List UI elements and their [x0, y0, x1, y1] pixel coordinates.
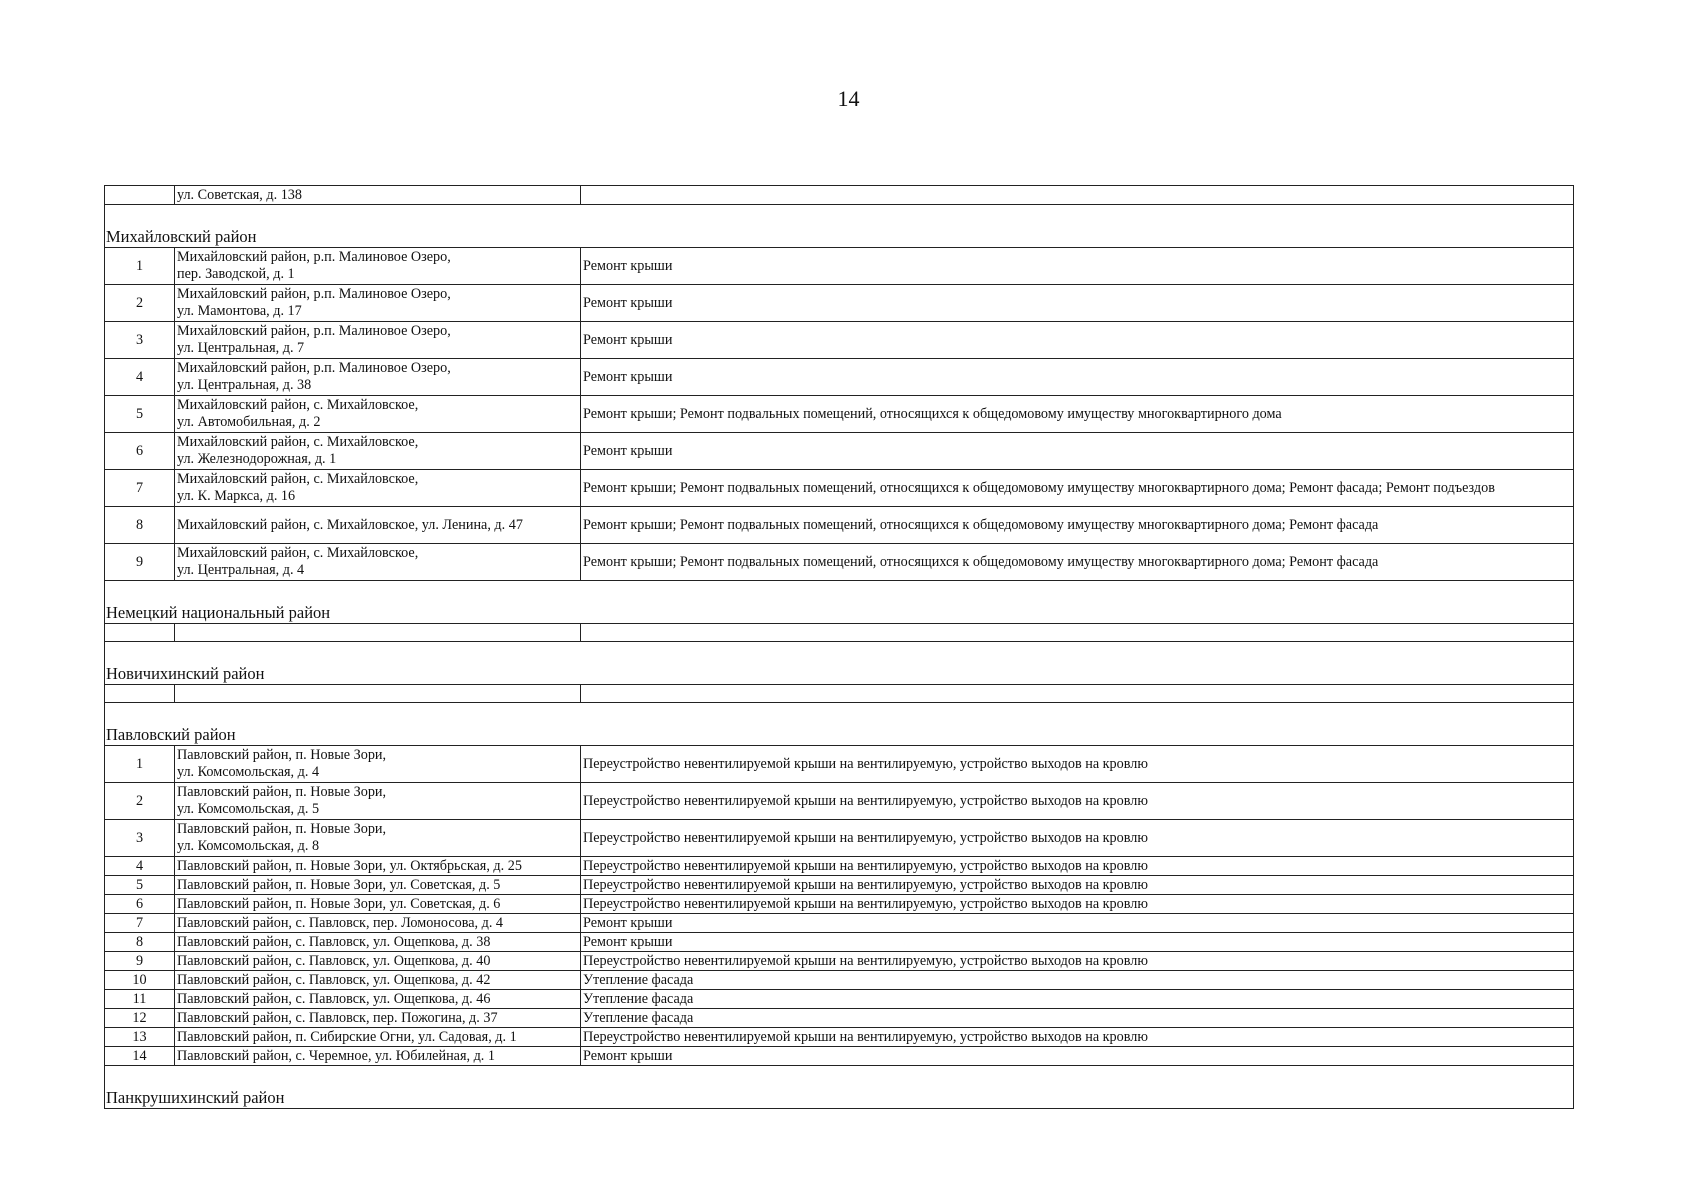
- row-work: Ремонт крыши; Ремонт подвальных помещений, относящихся к общедомовому имуществу многоквартирного дома; Ремонт фасада; Ремонт подъездов: [581, 470, 1574, 507]
- row-address: Михайловский район, с. Михайловское, ул. Автомобильная, д. 2: [175, 396, 581, 433]
- row-address: Павловский район, с. Черемное, ул. Юбилейная, д. 1: [175, 1047, 581, 1066]
- row-address: Павловский район, с. Павловск, ул. Ощепкова, д. 46: [175, 990, 581, 1009]
- row-number: 1: [105, 746, 175, 783]
- table-row: [105, 952, 1574, 971]
- row-address: Павловский район, п. Новые Зори, ул. Октябрьская, д. 25: [175, 857, 581, 876]
- district-name: Павловский район: [105, 703, 1574, 746]
- row-work: Ремонт крыши: [581, 359, 1574, 396]
- district-name: Панкрушихинский район: [105, 1066, 1574, 1109]
- table-row: [105, 1047, 1574, 1066]
- row-number: 7: [105, 914, 175, 933]
- table-row: [105, 895, 1574, 914]
- table-row: [105, 322, 1574, 359]
- table-row: [105, 248, 1574, 285]
- district-name: Михайловский район: [105, 205, 1574, 248]
- row-address: Михайловский район, с. Михайловское, ул. Ленина, д. 47: [175, 507, 581, 544]
- row-work: Переустройство невентилируемой крыши на вентилируемую, устройство выходов на кровлю: [581, 1028, 1574, 1047]
- district-header: [105, 703, 1574, 746]
- row-address: Павловский район, с. Павловск, ул. Ощепкова, д. 40: [175, 952, 581, 971]
- row-work: [581, 685, 1574, 703]
- row-work: Переустройство невентилируемой крыши на вентилируемую, устройство выходов на кровлю: [581, 746, 1574, 783]
- row-number: 8: [105, 507, 175, 544]
- table-row: [105, 971, 1574, 990]
- repair-program-table: [104, 185, 1574, 1109]
- table-row: [105, 186, 1574, 205]
- row-address: Михайловский район, р.п. Малиновое Озеро, пер. Заводской, д. 1: [175, 248, 581, 285]
- district-header: [105, 581, 1574, 624]
- row-number: 14: [105, 1047, 175, 1066]
- row-address: Павловский район, п. Новые Зори, ул. Комсомольская, д. 4: [175, 746, 581, 783]
- row-address: Михайловский район, с. Михайловское, ул. Центральная, д. 4: [175, 544, 581, 581]
- row-number: [105, 685, 175, 703]
- row-address: ул. Советская, д. 138: [175, 186, 581, 205]
- district-header: [105, 642, 1574, 685]
- row-number: 12: [105, 1009, 175, 1028]
- row-number: 1: [105, 248, 175, 285]
- district-name: Новичихинский район: [105, 642, 1574, 685]
- row-address: [175, 685, 581, 703]
- district-name: Немецкий национальный район: [105, 581, 1574, 624]
- row-work: Ремонт крыши: [581, 433, 1574, 470]
- table-row: [105, 1009, 1574, 1028]
- row-number: 3: [105, 820, 175, 857]
- row-work: Ремонт крыши; Ремонт подвальных помещений, относящихся к общедомовому имуществу многоквартирного дома: [581, 396, 1574, 433]
- table-row: [105, 433, 1574, 470]
- row-address: Павловский район, с. Павловск, ул. Ощепкова, д. 42: [175, 971, 581, 990]
- row-work: Ремонт крыши: [581, 285, 1574, 322]
- table-row: [105, 396, 1574, 433]
- row-number: 5: [105, 396, 175, 433]
- row-work: Переустройство невентилируемой крыши на вентилируемую, устройство выходов на кровлю: [581, 952, 1574, 971]
- row-number: 11: [105, 990, 175, 1009]
- row-work: Утепление фасада: [581, 971, 1574, 990]
- table-row: [105, 1028, 1574, 1047]
- row-address: Михайловский район, с. Михайловское, ул. Железнодорожная, д. 1: [175, 433, 581, 470]
- row-number: 4: [105, 359, 175, 396]
- row-address: Михайловский район, с. Михайловское, ул. К. Маркса, д. 16: [175, 470, 581, 507]
- district-header: [105, 1066, 1574, 1109]
- table-row: [105, 857, 1574, 876]
- row-address: Михайловский район, р.п. Малиновое Озеро, ул. Центральная, д. 38: [175, 359, 581, 396]
- row-work: Ремонт крыши: [581, 322, 1574, 359]
- row-address: [175, 624, 581, 642]
- table-row: [105, 914, 1574, 933]
- row-number: 8: [105, 933, 175, 952]
- row-number: 10: [105, 971, 175, 990]
- row-work: Утепление фасада: [581, 1009, 1574, 1028]
- table-row: [105, 685, 1574, 703]
- row-work: Ремонт крыши; Ремонт подвальных помещений, относящихся к общедомовому имуществу многоквартирного дома; Ремонт фасада: [581, 544, 1574, 581]
- table-row: [105, 624, 1574, 642]
- page-number: 14: [837, 86, 860, 111]
- row-work: Переустройство невентилируемой крыши на вентилируемую, устройство выходов на кровлю: [581, 876, 1574, 895]
- row-number: 6: [105, 433, 175, 470]
- table-row: [105, 359, 1574, 396]
- table-row: [105, 933, 1574, 952]
- table-row: [105, 544, 1574, 581]
- table-row: [105, 876, 1574, 895]
- row-address: Михайловский район, р.п. Малиновое Озеро, ул. Центральная, д. 7: [175, 322, 581, 359]
- row-number: [105, 624, 175, 642]
- row-number: 5: [105, 876, 175, 895]
- row-work: Ремонт крыши: [581, 248, 1574, 285]
- row-work: Переустройство невентилируемой крыши на вентилируемую, устройство выходов на кровлю: [581, 820, 1574, 857]
- table-row: [105, 746, 1574, 783]
- row-number: 13: [105, 1028, 175, 1047]
- row-address: Павловский район, п. Новые Зори, ул. Советская, д. 5: [175, 876, 581, 895]
- row-address: Павловский район, с. Павловск, пер. Пожогина, д. 37: [175, 1009, 581, 1028]
- row-address: Павловский район, п. Новые Зори, ул. Комсомольская, д. 8: [175, 820, 581, 857]
- table-row: [105, 470, 1574, 507]
- row-number: 9: [105, 544, 175, 581]
- row-number: 4: [105, 857, 175, 876]
- row-work: Переустройство невентилируемой крыши на вентилируемую, устройство выходов на кровлю: [581, 895, 1574, 914]
- row-work: Ремонт крыши; Ремонт подвальных помещений, относящихся к общедомовому имуществу многоквартирного дома; Ремонт фасада: [581, 507, 1574, 544]
- row-work: Переустройство невентилируемой крыши на вентилируемую, устройство выходов на кровлю: [581, 783, 1574, 820]
- table-row: [105, 285, 1574, 322]
- table-row: [105, 507, 1574, 544]
- row-address: Павловский район, п. Сибирские Огни, ул. Садовая, д. 1: [175, 1028, 581, 1047]
- row-work: [581, 624, 1574, 642]
- row-work: Переустройство невентилируемой крыши на вентилируемую, устройство выходов на кровлю: [581, 857, 1574, 876]
- row-address: Павловский район, с. Павловск, пер. Ломоносова, д. 4: [175, 914, 581, 933]
- row-number: 9: [105, 952, 175, 971]
- row-address: Павловский район, п. Новые Зори, ул. Комсомольская, д. 5: [175, 783, 581, 820]
- table-row: [105, 990, 1574, 1009]
- district-header: [105, 205, 1574, 248]
- row-work: Ремонт крыши: [581, 933, 1574, 952]
- row-work: Ремонт крыши: [581, 914, 1574, 933]
- table-row: [105, 820, 1574, 857]
- table-row: [105, 783, 1574, 820]
- row-number: 7: [105, 470, 175, 507]
- row-number: 2: [105, 783, 175, 820]
- table-body: [105, 186, 1574, 1109]
- row-work: Ремонт крыши: [581, 1047, 1574, 1066]
- row-number: 3: [105, 322, 175, 359]
- row-number: [105, 186, 175, 205]
- row-work: [581, 186, 1574, 205]
- row-number: 6: [105, 895, 175, 914]
- row-address: Павловский район, с. Павловск, ул. Ощепкова, д. 38: [175, 933, 581, 952]
- row-address: Михайловский район, р.п. Малиновое Озеро, ул. Мамонтова, д. 17: [175, 285, 581, 322]
- row-number: 2: [105, 285, 175, 322]
- row-work: Утепление фасада: [581, 990, 1574, 1009]
- row-address: Павловский район, п. Новые Зори, ул. Советская, д. 6: [175, 895, 581, 914]
